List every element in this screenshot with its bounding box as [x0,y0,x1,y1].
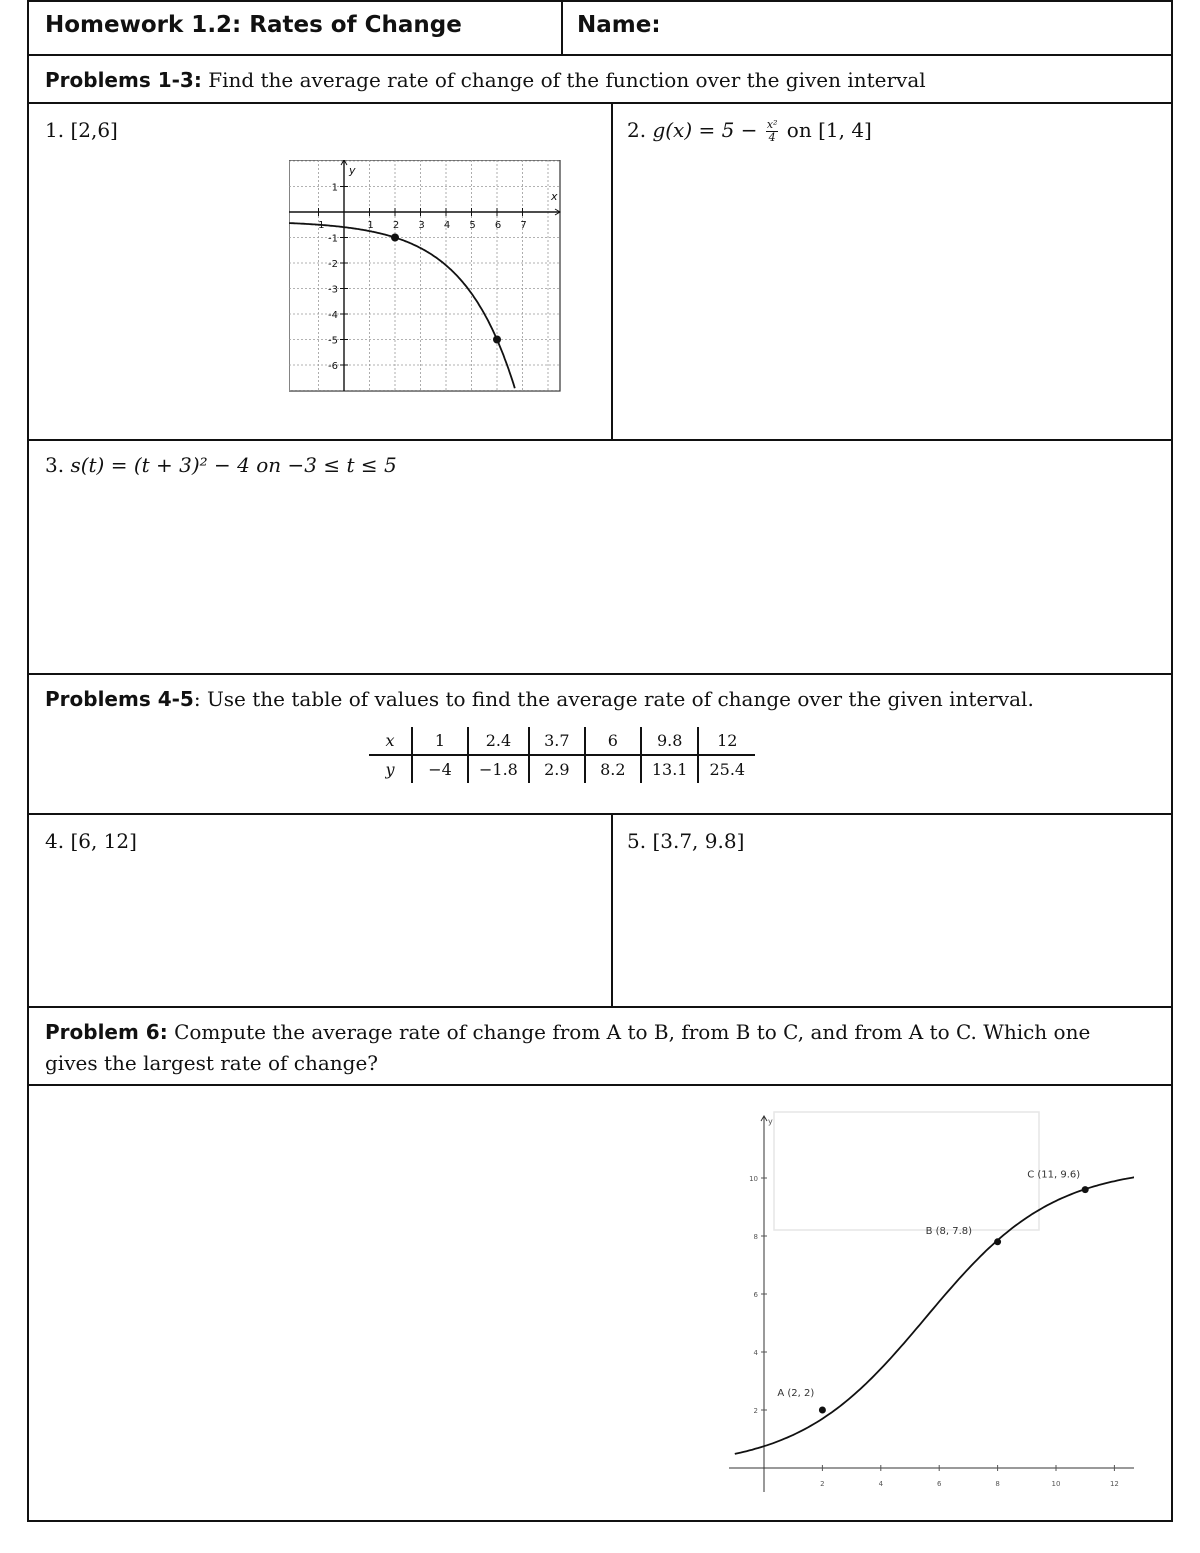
y-tick-label: 4 [753,1349,758,1357]
x-tick-label: 2 [820,1480,825,1488]
y-tick-label: -4 [328,310,338,321]
y-tick-label: -6 [328,361,338,372]
graph-6-point [1082,1186,1089,1193]
table-y-cell: −1.8 [468,755,529,783]
y-tick-label: 10 [749,1175,758,1183]
x-tick-label: 2 [392,220,400,231]
graph-6-point-label: B (8, 7.8) [925,1225,973,1237]
x-tick-label: 6 [494,220,502,231]
x-tick-label: 4 [443,220,451,231]
y-tick-label: 1 [331,182,338,194]
x-tick-label: -1 [314,220,325,231]
header-row [29,0,1171,56]
problem-3-number: 3. [45,453,65,477]
problem-1-graph [289,160,561,392]
problem-4-label: 4. [6, 12] [45,829,137,853]
section-1-label: Problems 1-3: [45,68,202,92]
table-y-cell: −4 [412,755,468,783]
graph-6-point [994,1238,1001,1245]
x-tick-label: 4 [878,1480,884,1488]
x-tick-label: 10 [1051,1480,1061,1488]
x-tick-label: 12 [1109,1480,1119,1488]
y-axis-label: y [768,1117,773,1126]
section-3-text: Compute the average rate of change from A to B, from B to C, and from A to C. Which one gives the largest rate of change? [45,1020,1091,1075]
section-1-text: Find the average rate of change of the function over the given interval [201,68,926,92]
table-x-cell: 9.8 [641,727,699,755]
graph-6-points [777,1170,1088,1414]
x-tick-label: 5 [469,220,476,231]
y-tick-label: -5 [328,335,338,347]
section-3-instructions [45,1017,1141,1079]
name-label: Name: [577,12,661,38]
problem-2-fraction-denominator: 4 [768,131,776,144]
values-table-x-row [369,727,755,755]
graph-6-point-label: C (11, 9.6) [1027,1169,1081,1181]
problem-2-function: g(x) = 5 − [652,118,758,142]
problem-2-statement [627,118,872,144]
section-2-instructions [45,684,1141,715]
problem-3-statement [45,453,397,477]
problem-5-label: 5. [3.7, 9.8] [627,829,745,853]
graph-6-point-label: A (2, 2) [777,1388,815,1399]
problems-1-2-row [29,102,1171,441]
section-2-text: : Use the table of values to find the average rate of change over the given interval. [193,687,1034,711]
header-divider [561,2,563,56]
table-x-label: x [369,727,412,755]
problem-3-expression: s(t) = (t + 3)² − 4 on −3 ≤ t ≤ 5 [70,453,397,477]
table-y-cell: 25.4 [709,760,746,779]
x-tick-label: 6 [936,1480,942,1488]
table-x-cell: 1 [412,727,468,755]
worksheet [27,0,1173,1522]
problems-4-5-divider [611,815,613,1008]
table-y-cell: 2.9 [529,755,585,783]
section-2-label: Problems 4-5 [45,687,194,711]
x-tick-label: 3 [418,220,425,231]
problem-2-fraction-numerator: x² [766,118,778,131]
y-tick-label: -3 [328,284,338,296]
table-x-cell: 6 [585,727,641,755]
table-x-cell: 3.7 [529,727,585,755]
problems-4-5-row [29,813,1171,1008]
table-x-cell: 2.4 [468,727,529,755]
section-1-instructions [45,65,1141,96]
graph-1-point [391,234,399,242]
section-2-row [29,673,1171,815]
problem-1-label: 1. [2,6] [45,118,118,142]
y-axis-label: y [349,164,356,177]
graph-6-point [819,1407,826,1414]
x-tick-label: 1 [367,220,374,231]
values-table [369,727,755,783]
worksheet-title: Homework 1.2: Rates of Change [45,12,462,38]
values-table-y-row [369,755,755,783]
y-tick-label: -1 [328,233,338,245]
x-axis-label: x [551,190,558,203]
y-tick-label: 2 [753,1407,758,1415]
problem-6-graph [704,1108,1134,1498]
table-y-cell: 13.1 [641,755,699,783]
y-tick-label: 6 [753,1291,758,1299]
problem-3-row [29,439,1171,675]
graph-6-faint-box [774,1112,1039,1230]
graph-1-frame [289,160,560,391]
problems-1-2-divider [611,104,613,441]
section-3-row [29,1006,1171,1086]
table-y-cell: 8.2 [585,755,641,783]
section-1-header [29,54,1171,104]
x-tick-label: 8 [995,1480,1000,1488]
section-3-label: Problem 6: [45,1020,168,1044]
y-tick-label: 8 [753,1233,758,1241]
problem-2-interval: on [1, 4] [786,118,872,142]
table-y-label: y [369,755,412,783]
x-tick-label: 7 [520,220,527,231]
problem-6-work-area [29,1084,1171,1522]
y-tick-label: -2 [328,259,338,270]
table-x-cell: 12 [698,727,755,755]
problem-2-fraction [766,119,779,144]
problem-2-number: 2. [627,118,647,142]
graph-6-curve [735,1174,1134,1454]
graph-1-point [493,336,501,344]
